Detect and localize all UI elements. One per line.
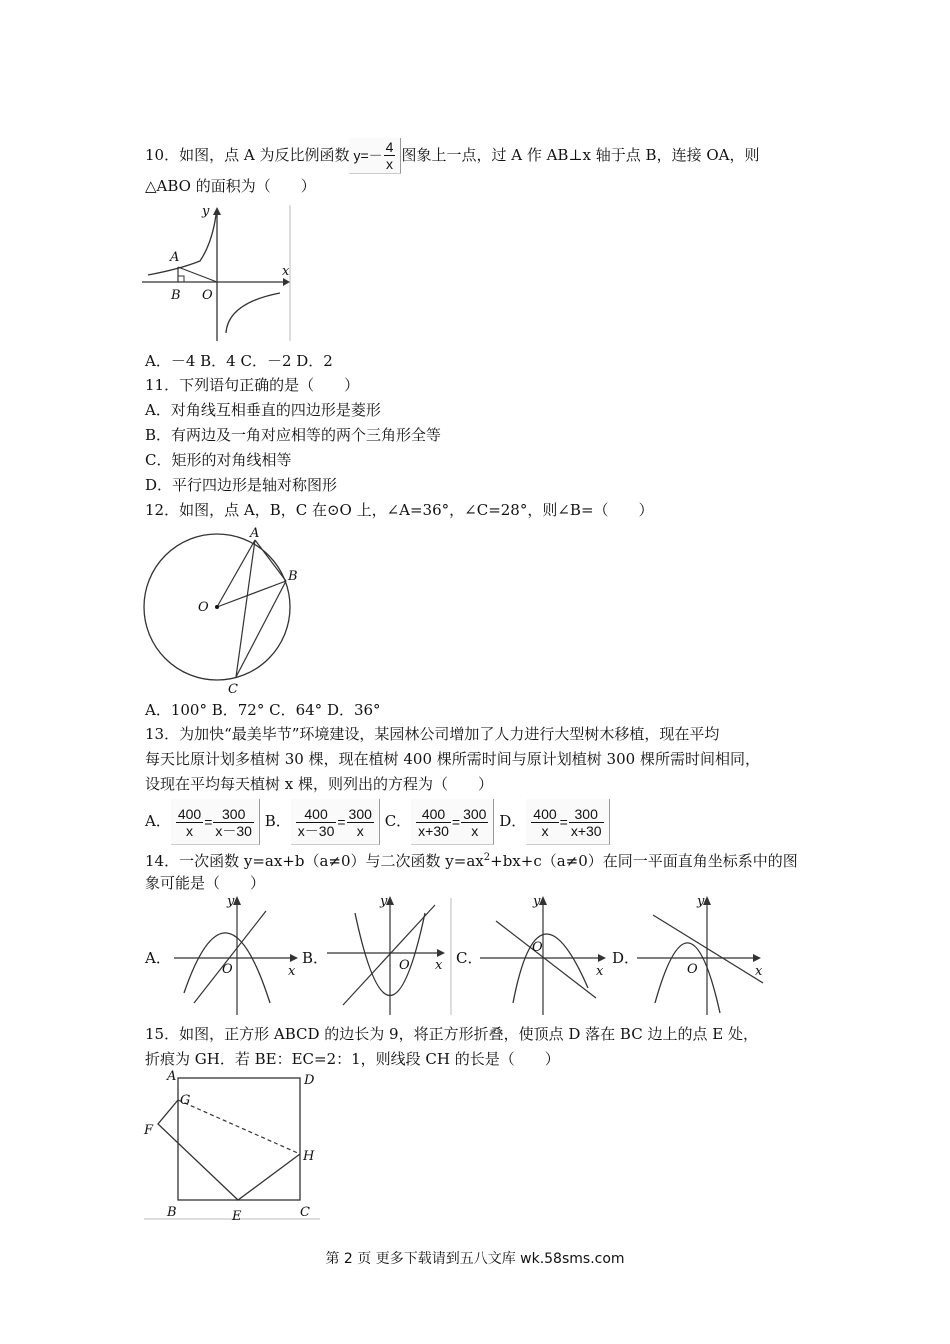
q11-option-c: C．矩形的对角线相等 [145,451,292,469]
q14-d-label-o: O [687,962,698,977]
q10-text-b: 图象上一点，过 A 作 AB⊥x 轴于点 B，连接 OA，则 [401,146,760,164]
q11-option-d: D．平行四边形是轴对称图形 [145,476,338,494]
q13-b-num1: 400 [296,806,337,823]
q13-c-equals: = [451,814,461,830]
q10-options: A．－4 B．4 C．－2 D．2 [145,352,333,370]
q15-label-h: H [303,1149,315,1164]
q13-c-num2: 300 [463,805,487,822]
q13-opt-b-equation [291,799,380,845]
q14-d-label-x: x [755,964,763,979]
q10-label-b: B [171,288,181,303]
q13-b-den1: x－30 [297,822,335,839]
q12-stem: 12．如图，点 A，B，C 在⊙O 上，∠A=36°，∠C=28°，则∠B=（ ） [145,501,654,519]
q14-c-label-o: O [532,940,543,955]
q15-label-f: F [144,1123,154,1138]
q13-b-den2: x [356,822,364,839]
q10-text-a: 10．如图，点 A 为反比例函数 [145,146,350,164]
q13-a-num1: 400 [177,805,202,822]
q13-opt-d-equation [526,799,609,845]
q10-eq-num: 4 [385,139,394,155]
q13-c-den1: x+30 [418,822,449,839]
q13-opt-a-label: A． [145,812,171,830]
q15-label-d: D [304,1073,315,1088]
q13-stem-line3: 设现在平均每天植树 x 棵，则列出的方程为（ ） [145,775,493,793]
q12-label-o: O [198,600,209,615]
q10-stem-line1 [145,138,759,174]
q14-graph-b [325,893,455,1018]
q14-b-label-x: x [435,958,443,973]
q10-stem-line2: △ABO 的面积为（ ） [145,177,316,195]
q14-b-label-y: y [380,894,388,909]
q14-a-label-o: O [222,962,233,977]
q15-stem-line1: 15．如图，正方形 ABCD 的边长为 9，将正方形折叠，使顶点 D 落在 BC 边上的点 E 处， [145,1025,758,1043]
q14-d-label-y: y [697,894,705,909]
q13-opt-c-equation [411,799,494,845]
q13-a-num2: 300 [213,806,254,823]
q14-opt-d-label: D． [612,949,640,967]
q12-label-b: B [288,569,298,584]
q14-graph-c [478,893,613,1018]
q11-option-a: A．对角线互相垂直的四边形是菱形 [145,401,381,419]
q15-stem-line2: 折痕为 GH．若 BE：EC=2：1，则线段 CH 的长是（ ） [145,1050,560,1068]
q13-opt-d-label: D． [499,812,527,830]
q14-opt-a-label: A． [145,949,171,967]
q15-label-c: C [300,1205,310,1220]
q14-opt-c-label: C． [456,949,483,967]
q10-figure [140,203,295,343]
q14-stem-line1 [145,848,798,871]
q14-a-label-y: y [227,894,235,909]
page-footer: 第 2 页 更多下载请到五八文库 wk.58sms.com [325,1251,625,1267]
q13-c-den2: x [471,822,479,839]
q14-a-label-x: x [288,964,296,979]
q14-c-label-y: y [533,894,541,909]
q14-text-a: 14．一次函数 y=ax+b（a≠0）与二次函数 y=ax [145,852,484,870]
q13-stem-line1: 13．为加快“最美毕节”环境建设，某园林公司增加了人力进行大型树木移植，现在平均 [145,725,720,743]
q13-a-den1: x [186,822,194,839]
q13-d-num1: 400 [533,805,557,822]
q14-graph-a [172,893,302,1018]
q15-label-a: A [167,1069,177,1084]
q14-graph-d [635,893,770,1018]
q13-d-num2: 300 [569,806,604,823]
q13-a-equals: = [204,814,213,830]
q10-eq-y: y=－ [353,147,383,164]
q13-a-den2: x－30 [215,822,252,839]
q11-option-b: B．有两边及一角对应相等的两个三角形全等 [145,426,442,444]
q10-fraction [384,139,396,172]
q13-b-equals: = [337,814,346,830]
q14-b-label-o: O [399,958,410,973]
q14-text-b: +bx+c（a≠0）在同一平面直角坐标系中的图 [490,852,798,870]
q13-options [145,799,610,845]
q13-c-num1: 400 [416,806,451,823]
q10-label-y: y [202,204,210,219]
q10-equation [349,138,401,174]
q12-options: A．100° B．72° C．64° D．36° [145,701,381,719]
q13-d-den1: x [541,822,549,839]
q15-label-e: E [232,1209,242,1224]
q14-superscript: 2 [483,852,491,863]
q14-stem-line2: 象可能是（ ） [145,874,266,892]
q13-d-equals: = [559,814,568,830]
q10-label-a: A [170,250,180,265]
q13-stem-line2: 每天比原计划多植树 30 棵，现在植树 400 棵所需时间与原计划植树 300 棵所需时间相同， [145,750,760,768]
q12-label-a: A [250,526,260,541]
q10-eq-den: x [386,156,394,172]
q12-figure [140,525,310,697]
q13-opt-b-label: B． [264,812,291,830]
q13-opt-a-equation [171,799,260,845]
q10-label-x: x [282,264,290,279]
q15-figure [140,1068,325,1228]
q11-stem: 11．下列语句正确的是（ ） [145,376,360,394]
q15-label-g: G [180,1093,191,1108]
q13-d-den2: x+30 [570,822,602,839]
q13-b-num2: 300 [348,805,372,822]
q10-label-o: O [202,288,213,303]
q14-c-label-x: x [596,964,604,979]
q15-label-b: B [167,1205,177,1220]
q14-opt-b-label: B． [302,949,329,967]
q12-label-c: C [228,682,238,697]
q13-opt-c-label: C． [384,812,412,830]
